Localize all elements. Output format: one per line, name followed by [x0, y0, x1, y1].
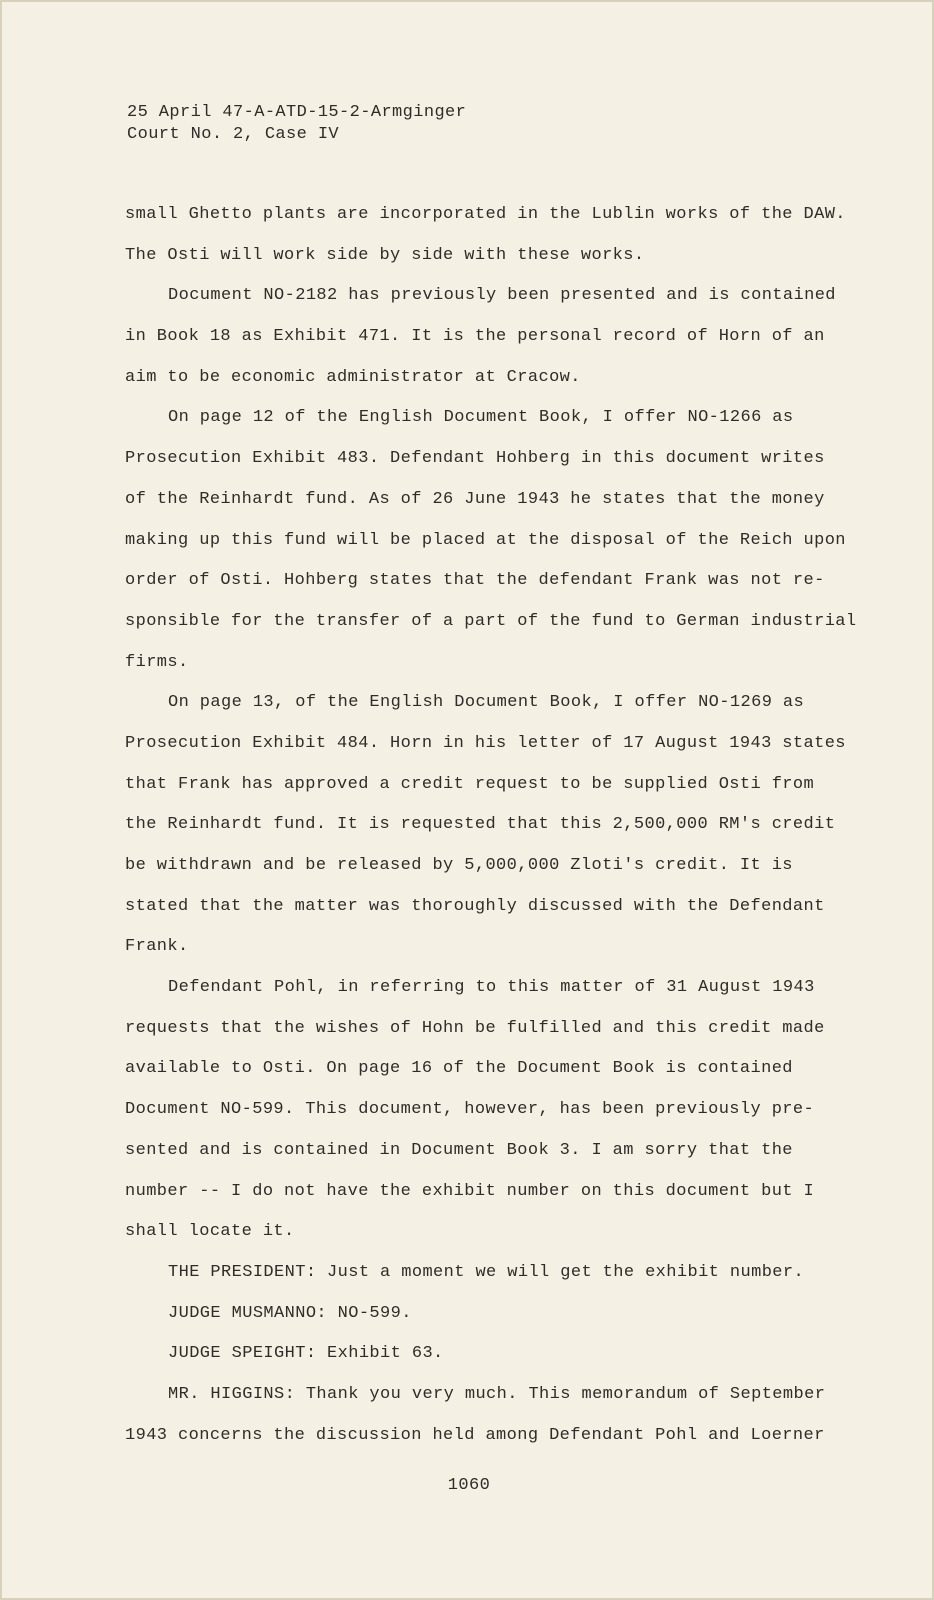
transcript-line: sponsible for the transfer of a part of the fund to German industrial: [125, 611, 857, 631]
transcript-line: Frank.: [125, 937, 189, 957]
transcript-line: firms.: [125, 652, 189, 672]
transcript-line: be withdrawn and be released by 5,000,000 Zloti's credit. It is: [125, 856, 793, 875]
header-date-reference: 25 April 47-A-ATD-15-2-Armginger: [127, 103, 467, 122]
transcript-line: requests that the wishes of Hohn be fulfilled and this credit made: [125, 1018, 825, 1038]
transcript-line: the Reinhardt fund. It is requested that this 2,500,000 RM's credit: [125, 815, 836, 835]
transcript-line: of the Reinhardt fund. As of 26 June 1943 he states that the money: [125, 489, 825, 509]
transcript-line: 1943 concerns the discussion held among Defendant Pohl and Loerner: [125, 1425, 825, 1445]
transcript-body: [125, 200, 905, 1461]
header-court-case: Court No. 2, Case IV: [127, 125, 340, 144]
transcript-line: in Book 18 as Exhibit 471. It is the personal record of Horn of an: [125, 327, 825, 347]
transcript-line: The Osti will work side by side with these works.: [125, 245, 645, 265]
transcript-line: making up this fund will be placed at the disposal of the Reich upon: [125, 530, 846, 550]
transcript-line: stated that the matter was thoroughly discussed with the Defendant: [125, 896, 825, 916]
transcript-line: aim to be economic administrator at Cracow.: [125, 367, 581, 387]
transcript-line: small Ghetto plants are incorporated in the Lublin works of the DAW.: [125, 205, 846, 224]
transcript-line: shall locate it.: [125, 1222, 295, 1242]
transcript-line: Defendant Pohl, in referring to this matter of 31 August 1943: [168, 978, 815, 998]
transcript-line: available to Osti. On page 16 of the Document Book is contained: [125, 1059, 793, 1079]
transcript-line: JUDGE MUSMANNO: NO-599.: [168, 1303, 412, 1323]
transcript-line: On page 13, of the English Document Book, I offer NO-1269 as: [168, 693, 805, 713]
transcript-line: number -- I do not have the exhibit number on this document but I: [125, 1181, 815, 1201]
transcript-line: JUDGE SPEIGHT: Exhibit 63.: [168, 1344, 444, 1364]
transcript-line: Prosecution Exhibit 483. Defendant Hohberg in this document writes: [125, 449, 825, 469]
page-number: 1060: [447, 1476, 491, 1495]
transcript-line: Document NO-599. This document, however, has been previously pre-: [125, 1100, 815, 1120]
transcript-line: sented and is contained in Document Book 3. I am sorry that the: [125, 1140, 793, 1160]
transcript-line: Document NO-2182 has previously been presented and is contained: [168, 286, 836, 306]
transcript-line: On page 12 of the English Document Book, I offer NO-1266 as: [168, 408, 794, 428]
transcript-line: Prosecution Exhibit 484. Horn in his letter of 17 August 1943 states: [125, 733, 846, 753]
transcript-line: THE PRESIDENT: Just a moment we will get the exhibit number.: [168, 1262, 805, 1282]
header-block: [127, 102, 466, 146]
transcript-line: MR. HIGGINS: Thank you very much. This memorandum of September: [168, 1384, 826, 1404]
transcript-line: that Frank has approved a credit request to be supplied Osti from: [125, 774, 815, 794]
transcript-line: order of Osti. Hohberg states that the defendant Frank was not re-: [125, 571, 825, 591]
